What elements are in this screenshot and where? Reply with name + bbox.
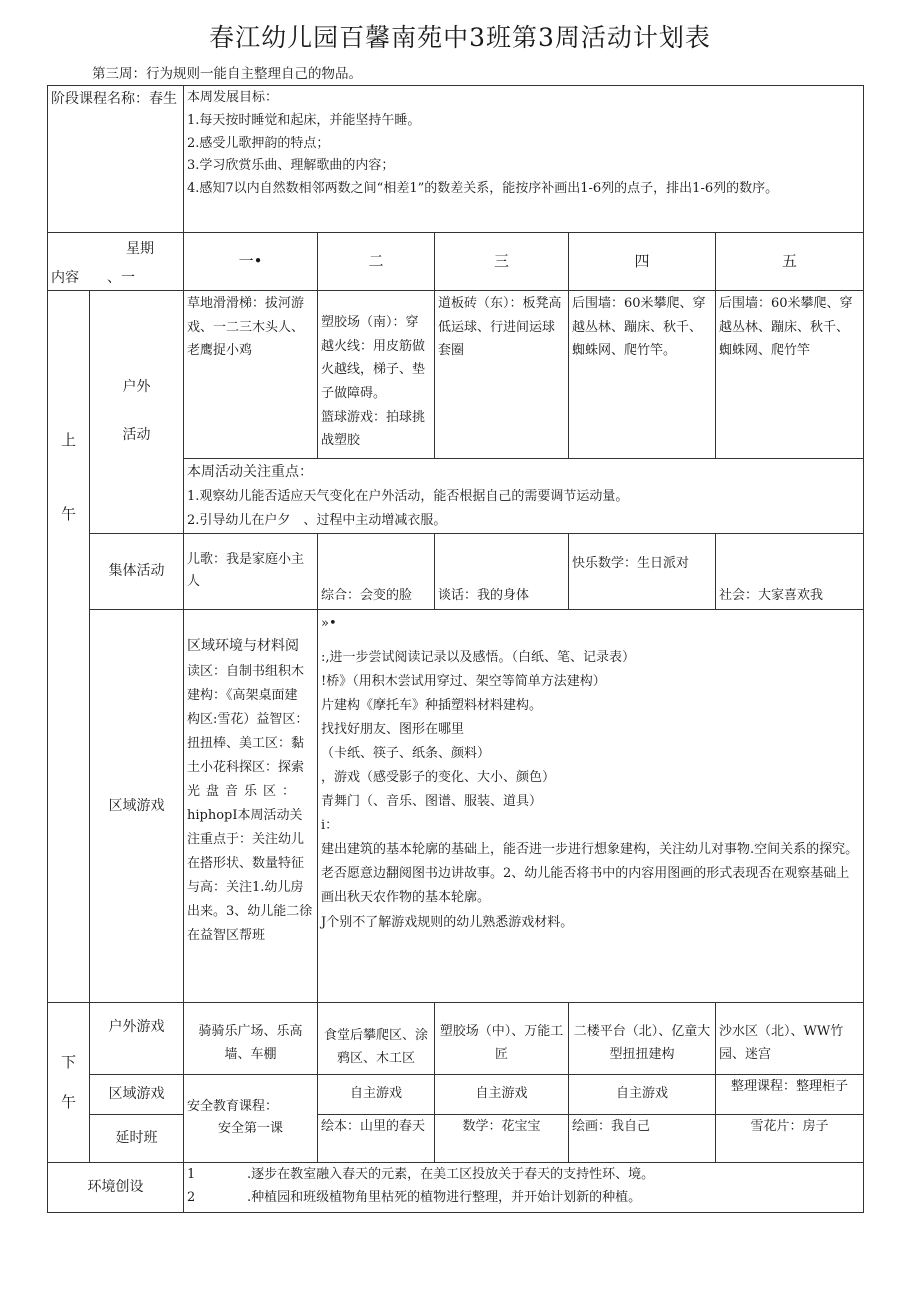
outdoor-tue	[318, 291, 435, 459]
course-name: 阶段课程名称：春生	[51, 91, 177, 107]
course-name-cell	[48, 86, 184, 233]
area-line: 与高：关注1.幼儿房	[187, 880, 304, 896]
area-line: 注重点于：关注幼儿	[187, 832, 305, 848]
delay-thu: 绘画：我自己	[569, 1114, 716, 1162]
day-header-thu: 四	[569, 233, 716, 291]
day-header-wed: 三	[435, 233, 569, 291]
afternoon-area-thu: 自主游戏	[569, 1074, 716, 1114]
goals-title: 本周发展目标：	[187, 90, 279, 105]
area-line: 光盘音乐区：	[187, 784, 302, 800]
afternoon-outdoor-row	[48, 1002, 864, 1074]
morning-label-bottom: 午	[60, 505, 76, 524]
area-detail: 片建构《摩托车》种插塑料材料建构。	[321, 698, 543, 714]
outdoor-tue-extra: 篮球游戏：拍球挑战塑胶	[321, 409, 426, 449]
area-line: 构区:雪花）益智区：	[187, 711, 309, 727]
safety-course-name: 安全第一课	[217, 1121, 283, 1137]
outdoor-mon: 草地滑滑梯：拔河游戏、一二三木头人、老鹰捉小鸡	[184, 291, 318, 459]
afternoon-outdoor-fri: 沙水区（北）、WW竹园、迷宫	[716, 1002, 864, 1074]
area-detail-cell	[318, 609, 864, 1002]
environment-item-text: .逐步在教室融入春天的元素，在美工区投放关于春天的支持性环、境。	[247, 1166, 655, 1182]
delay-fri: 雪花片：房子	[716, 1114, 864, 1162]
area-game-label: 区域游戏	[90, 609, 184, 1002]
area-detail: »•	[321, 615, 337, 631]
outdoor-activity-label-cell	[90, 291, 184, 534]
environment-item-text: .种植园和班级植物角里枯死的植物进行整理，并开始计划新的种植。	[247, 1189, 642, 1205]
goal-item: 1.每天按时睡觉和起床，并能坚持午睡。	[187, 112, 421, 128]
afternoon-area-tue: 自主游戏	[318, 1074, 435, 1114]
afternoon-label-bottom: 午	[60, 1093, 76, 1112]
delay-class-row	[48, 1114, 864, 1162]
area-detail: :,进一步尝试阅读记录以及感悟。（白纸、笔、记录表）	[321, 650, 636, 666]
afternoon-outdoor-thu: 二楼平台（北）、亿童大型扭扭建构	[569, 1002, 716, 1074]
group-activity-label: 集体活动	[90, 533, 184, 609]
day-header-fri: 五	[716, 233, 864, 291]
week-header-label: 星期	[126, 241, 154, 257]
course-row	[48, 86, 864, 233]
area-line: 出来。3、幼儿能二徐	[187, 904, 313, 920]
environment-row	[48, 1162, 864, 1212]
day-header-tue: 二	[318, 233, 435, 291]
outdoor-fri: 后围墙：60米攀爬、穿越丛林、蹦床、秋千、蜘蛛网、爬竹竿	[716, 291, 864, 459]
area-line: 建构：《高架桌面建	[187, 687, 298, 703]
afternoon-outdoor-label: 户外游戏	[90, 1002, 184, 1074]
area-line: hiphopI本周活动关	[187, 808, 303, 824]
delay-class-label: 延时班	[90, 1114, 184, 1162]
goal-item: 4.感知7以内自然数相邻两数之间“相差1”的数差关系，能按序补画出1-6列的点子，排出1-6列的数序。	[187, 181, 779, 196]
environment-item-number: 2	[187, 1189, 196, 1205]
activity-plan-table	[47, 85, 864, 1213]
area-environment-cell	[184, 609, 318, 1002]
outdoor-focus-cell	[184, 459, 864, 534]
group-fri: 社会：大家喜欢我	[716, 533, 864, 609]
outdoor-thu: 后围墙：60米攀爬、穿越丛林、蹦床、秋千、蜘蛛网、爬竹竿。	[569, 291, 716, 459]
area-detail: !桥》（用积木尝试用穿过、架空等简单方法建构）	[321, 674, 606, 690]
group-activity-row	[48, 533, 864, 609]
group-thu: 快乐数学：生日派对	[569, 533, 716, 609]
morning-label-top: 上	[60, 431, 76, 449]
area-line: 读区：自制书组积木	[187, 663, 305, 679]
group-wed: 谈话：我的身体	[435, 533, 569, 609]
area-detail: ，游戏（感受影子的变化、大小、颜色）	[321, 770, 556, 786]
afternoon-area-fri: 整理课程：整理柜子	[716, 1074, 864, 1114]
page-title: 春江幼儿园百馨南苑中3班第3周活动计划表	[209, 23, 711, 52]
week-subtitle	[92, 62, 362, 82]
header-corner-cell	[48, 233, 184, 291]
goal-item: 2.感受儿歌押韵的特点；	[187, 135, 330, 151]
week-label: 第三周：行为规则一	[92, 66, 214, 82]
area-detail: （卡纸、筷子、纸条、颜料）	[321, 746, 491, 762]
environment-cell	[184, 1162, 864, 1212]
delay-tue: 绘本：山里的春天	[318, 1114, 435, 1162]
environment-item-number: 1	[187, 1166, 196, 1182]
goal-item: 3.学习欣赏乐曲、理解歌曲的内容；	[187, 158, 395, 174]
morning-outdoor-row	[48, 291, 864, 459]
safety-course-title: 安全教育课程：	[187, 1098, 279, 1114]
area-detail: 青舞门（、音乐、图谱、服装、道具）	[321, 794, 543, 810]
area-detail: i：	[321, 818, 339, 834]
area-line: 在搭形状、数量特征	[187, 856, 305, 872]
weekday-header-row	[48, 233, 864, 291]
outdoor-label-line2: 活动	[122, 426, 151, 443]
area-game-row	[48, 609, 864, 1002]
afternoon-outdoor-mon: 骑骑乐广场、乐高墙、车棚	[184, 1002, 318, 1074]
afternoon-label-cell	[48, 1002, 90, 1162]
outdoor-focus-item: 1.观察幼儿能否适应天气变化在户外活动，能否根据自己的需要调节运动量。	[187, 489, 629, 505]
outdoor-label-line1: 户外	[122, 379, 151, 396]
morning-label-cell	[48, 291, 90, 1003]
environment-item	[187, 1187, 860, 1210]
afternoon-outdoor-wed: 塑胶场（中）、万能工匠	[435, 1002, 569, 1074]
content-header-label: 内容 、一	[51, 269, 135, 286]
area-line: 土小花科探区：探索	[187, 760, 305, 776]
outdoor-tue-main: 塑胶场（南）：穿越火线：用皮筋做火越线，梯子、垫子做障碍。	[321, 315, 426, 401]
environment-item	[187, 1164, 860, 1187]
afternoon-outdoor-tue: 食堂后攀爬区、涂鸦区、木工区	[318, 1002, 435, 1074]
outdoor-wed: 道板砖（东）：板凳高低运球、行进间运球套圈	[435, 291, 569, 459]
area-detail: 建出建筑的基本轮廓的基础上，能否进一步进行想象建构，关注幼儿对事物.空间关系的探究。	[321, 842, 859, 858]
day-header-mon: 一•	[184, 233, 318, 291]
area-detail: J个别不了解游戏规则的幼儿熟悉游戏材料。	[321, 914, 574, 930]
afternoon-area-label: 区域游戏	[90, 1074, 184, 1114]
area-line: 在益智区帮班	[187, 928, 266, 944]
group-tue: 综合：会变的脸	[318, 533, 435, 609]
outdoor-focus-title: 本周活动关注重点：	[187, 464, 313, 480]
afternoon-area-wed: 自主游戏	[435, 1074, 569, 1114]
weekly-goals-cell	[184, 86, 864, 233]
area-detail: 找找好朋友、图形在哪里	[321, 722, 465, 738]
delay-wed: 数学：花宝宝	[435, 1114, 569, 1162]
safety-course-cell	[184, 1074, 318, 1162]
afternoon-label-top: 下	[60, 1052, 76, 1071]
environment-label: 环境创设	[48, 1162, 184, 1212]
area-line: 扭扭棒、美工区：黏	[187, 736, 305, 751]
week-theme: 能自主整理自己的物品。	[213, 66, 362, 82]
group-mon: 儿歌：我是家庭小主人	[184, 533, 318, 609]
afternoon-area-row	[48, 1074, 864, 1114]
area-line: 区域环境与材料阅	[187, 637, 299, 654]
outdoor-focus-item: 2.引导幼儿在户夕 、过程中主动增减衣服。	[187, 512, 447, 528]
area-detail: 老否愿意边翻阅图书边讲故事。2、幼儿能否将书中的内容用图画的形式表现否在观察基础上画出秋天农作物的基本轮廓。	[321, 866, 850, 906]
